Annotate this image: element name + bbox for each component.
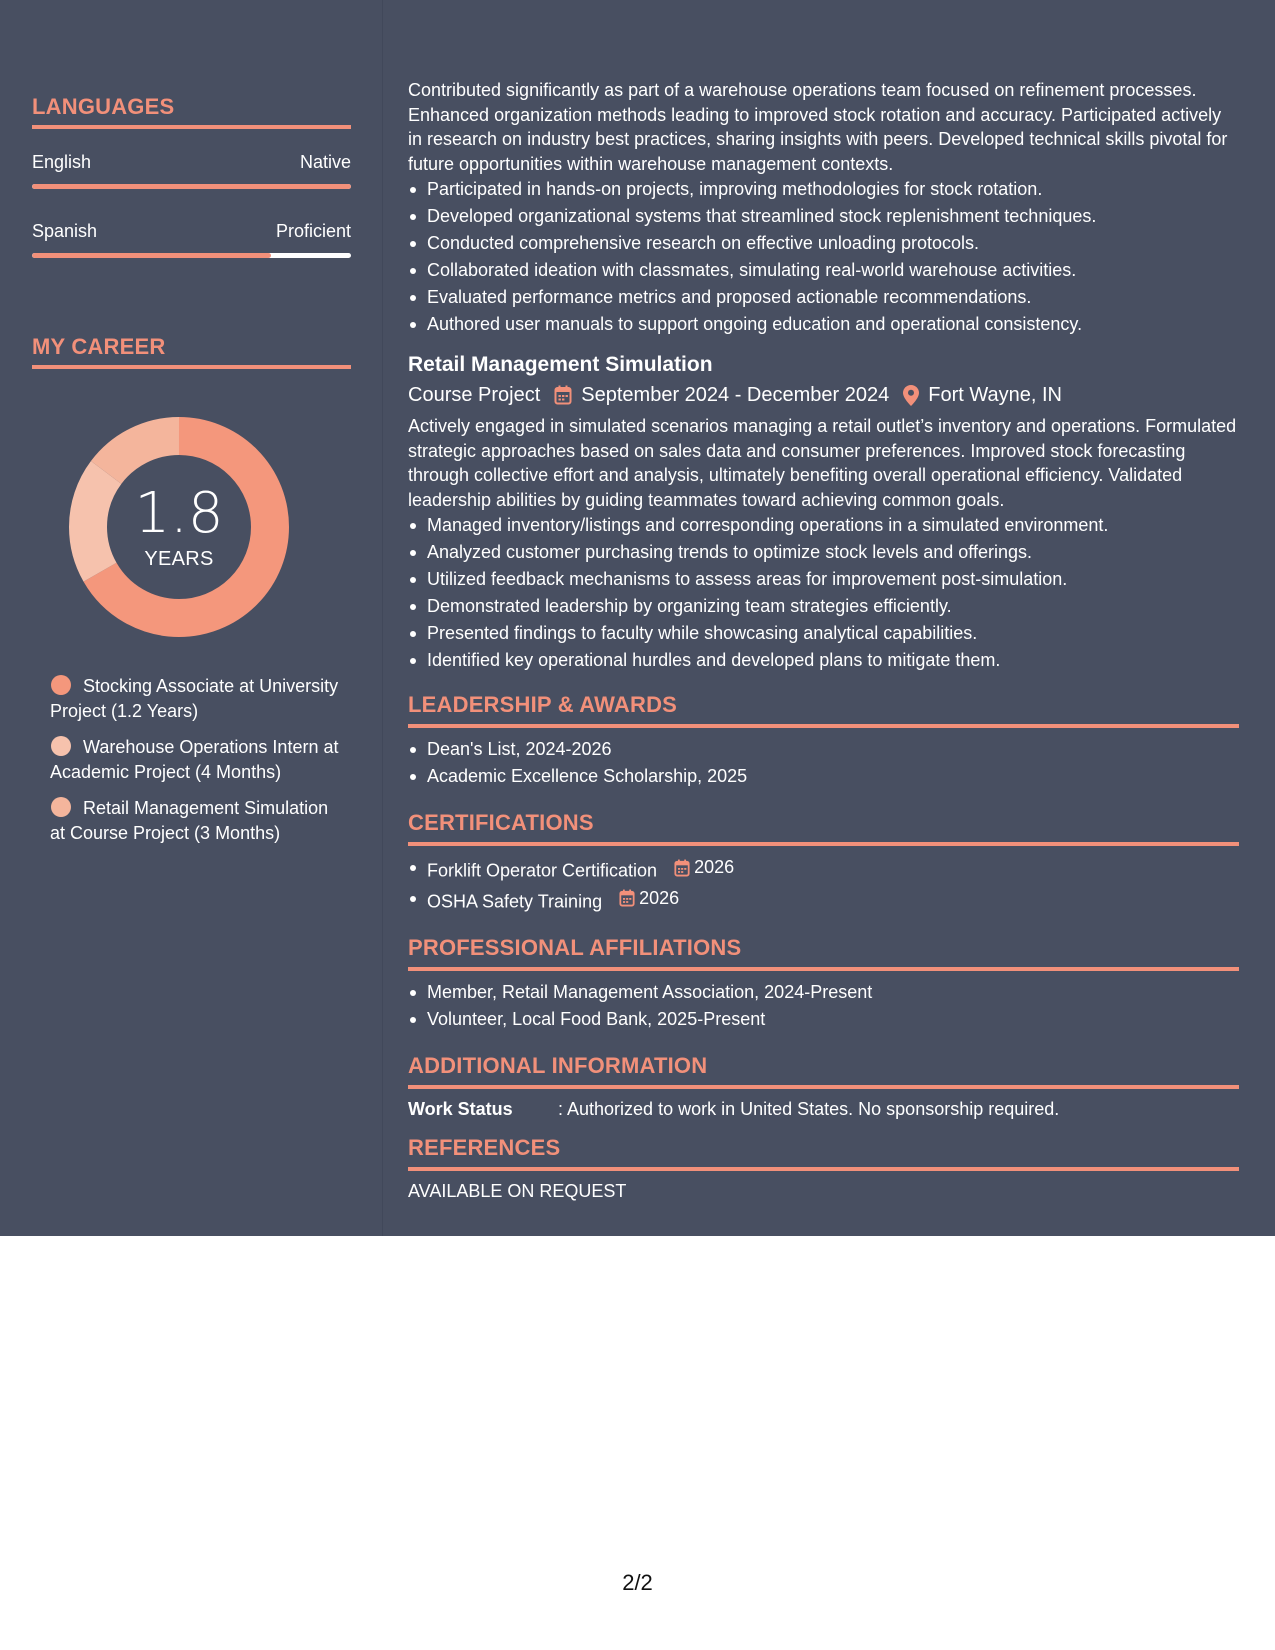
leadership-heading: LEADERSHIP & AWARDS bbox=[408, 692, 1239, 728]
certifications-list bbox=[408, 854, 1239, 915]
additional-info-heading: ADDITIONAL INFORMATION bbox=[408, 1053, 1239, 1089]
languages-heading: LANGUAGES bbox=[32, 94, 351, 129]
language-level: Native bbox=[299, 152, 351, 172]
legend-item bbox=[50, 735, 340, 784]
bullet-item: Managed inventory/listings and corresponding operations in a simulated environment. bbox=[408, 512, 1239, 539]
career-total-value: 1.8 bbox=[134, 480, 224, 546]
certification-item bbox=[408, 854, 1239, 885]
legend-label: Retail Management Simulation at Course Project (3 Months) bbox=[50, 798, 329, 843]
bullet-item: Presented findings to faculty while showcasing analytical capabilities. bbox=[408, 620, 1239, 647]
legend-item bbox=[50, 796, 340, 845]
legend-dot-icon bbox=[51, 675, 71, 695]
language-name: Spanish bbox=[32, 221, 98, 241]
certification-name: Forklift Operator Certification bbox=[427, 860, 658, 881]
language-name: English bbox=[32, 152, 92, 172]
career-total-unit: YEARS bbox=[144, 547, 214, 570]
calendar-icon bbox=[619, 889, 635, 907]
certification-name: OSHA Safety Training bbox=[427, 891, 603, 911]
certification-date bbox=[674, 854, 734, 881]
references-text: AVAILABLE ON REQUEST bbox=[408, 1181, 627, 1201]
job-dates: September 2024 - December 2024 bbox=[581, 384, 890, 406]
job-meta bbox=[408, 382, 1239, 408]
certification-year: 2026 bbox=[639, 887, 680, 908]
experience-bullets bbox=[408, 176, 1239, 338]
main-content bbox=[408, 78, 1239, 1203]
bullet-item: Collaborated ideation with classmates, simulating real-world warehouse activities. bbox=[408, 257, 1239, 284]
bullet-item: Identified key operational hurdles and developed plans to mitigate them. bbox=[408, 647, 1239, 674]
work-status-row bbox=[408, 1097, 1239, 1121]
job-org: Course Project bbox=[408, 384, 541, 406]
bullet-item: Authored user manuals to support ongoing education and operational consistency. bbox=[408, 311, 1239, 338]
certifications-heading: CERTIFICATIONS bbox=[408, 810, 1239, 846]
legend-dot-icon bbox=[51, 797, 71, 817]
page-number: 2/2 bbox=[622, 1570, 653, 1595]
language-bar-fill bbox=[32, 253, 271, 258]
language-bar-fill bbox=[32, 184, 351, 189]
language-level: Proficient bbox=[275, 221, 351, 241]
leadership-list bbox=[408, 736, 1239, 790]
career-heading: MY CAREER bbox=[32, 334, 351, 369]
work-status-label: Work Status bbox=[408, 1099, 513, 1119]
bullet-item: Member, Retail Management Association, 2024-Present bbox=[408, 979, 1239, 1006]
certification-item bbox=[408, 885, 1239, 916]
career-donut-chart bbox=[66, 414, 292, 640]
language-row-english bbox=[32, 152, 351, 173]
bullet-item: Academic Excellence Scholarship, 2025 bbox=[408, 763, 1239, 790]
bullet-item: Dean's List, 2024-2026 bbox=[408, 736, 1239, 763]
calendar-icon bbox=[674, 859, 690, 877]
bullet-item: Utilized feedback mechanisms to assess areas for improvement post-simulation. bbox=[408, 566, 1239, 593]
certification-year: 2026 bbox=[694, 857, 735, 877]
work-status-value: : Authorized to work in United States. No sponsorship required. bbox=[558, 1099, 1060, 1119]
bullet-item: Conducted comprehensive research on effective unloading protocols. bbox=[408, 230, 1239, 257]
bullet-item: Analyzed customer purchasing trends to optimize stock levels and offerings. bbox=[408, 539, 1239, 566]
bullet-item: Evaluated performance metrics and proposed actionable recommendations. bbox=[408, 284, 1239, 311]
bullet-item: Participated in hands-on projects, improving methodologies for stock rotation. bbox=[408, 176, 1239, 203]
job-summary: Actively engaged in simulated scenarios managing a retail outlet’s inventory and operations. Formulated strategic approaches based on sales data and consumer preferences. Improved stock forecasting through collective effort and analysis, ultimately benefiting overall operational efficiency. Validated leadership abilities by guiding teammates toward achieving common goals. bbox=[408, 416, 1237, 510]
affiliations-heading: PROFESSIONAL AFFILIATIONS bbox=[408, 935, 1239, 971]
language-bar-spanish bbox=[32, 253, 351, 258]
bullet-item: Volunteer, Local Food Bank, 2025-Present bbox=[408, 1006, 1239, 1033]
legend-label: Stocking Associate at University Project (1.2 Years) bbox=[50, 676, 339, 721]
legend-dot-icon bbox=[51, 736, 71, 756]
career-legend bbox=[50, 674, 340, 857]
legend-item bbox=[50, 674, 340, 723]
certification-date bbox=[619, 885, 679, 912]
job-location: Fort Wayne, IN bbox=[928, 384, 1062, 406]
job-bullets bbox=[408, 512, 1239, 674]
legend-label: Warehouse Operations Intern at Academic Project (4 Months) bbox=[50, 737, 339, 782]
experience-summary: Contributed significantly as part of a warehouse operations team focused on refinement processes. Enhanced organization methods leading to improved stock rotation and accuracy. Participated actively in research on industry best practices, sharing insights with peers. Developed technical skills pivotal for future opportunities within warehouse management contexts. bbox=[408, 80, 1228, 174]
calendar-icon bbox=[554, 385, 572, 405]
language-bar-english bbox=[32, 184, 351, 189]
references-heading: REFERENCES bbox=[408, 1135, 1239, 1171]
job-title: Retail Management Simulation bbox=[408, 353, 713, 376]
language-row-spanish bbox=[32, 221, 351, 242]
location-pin-icon bbox=[903, 385, 919, 406]
bullet-item: Demonstrated leadership by organizing team strategies efficiently. bbox=[408, 593, 1239, 620]
sidebar bbox=[0, 0, 383, 1236]
affiliations-list bbox=[408, 979, 1239, 1033]
bullet-item: Developed organizational systems that streamlined stock replenishment techniques. bbox=[408, 203, 1239, 230]
donut-center bbox=[66, 414, 292, 640]
